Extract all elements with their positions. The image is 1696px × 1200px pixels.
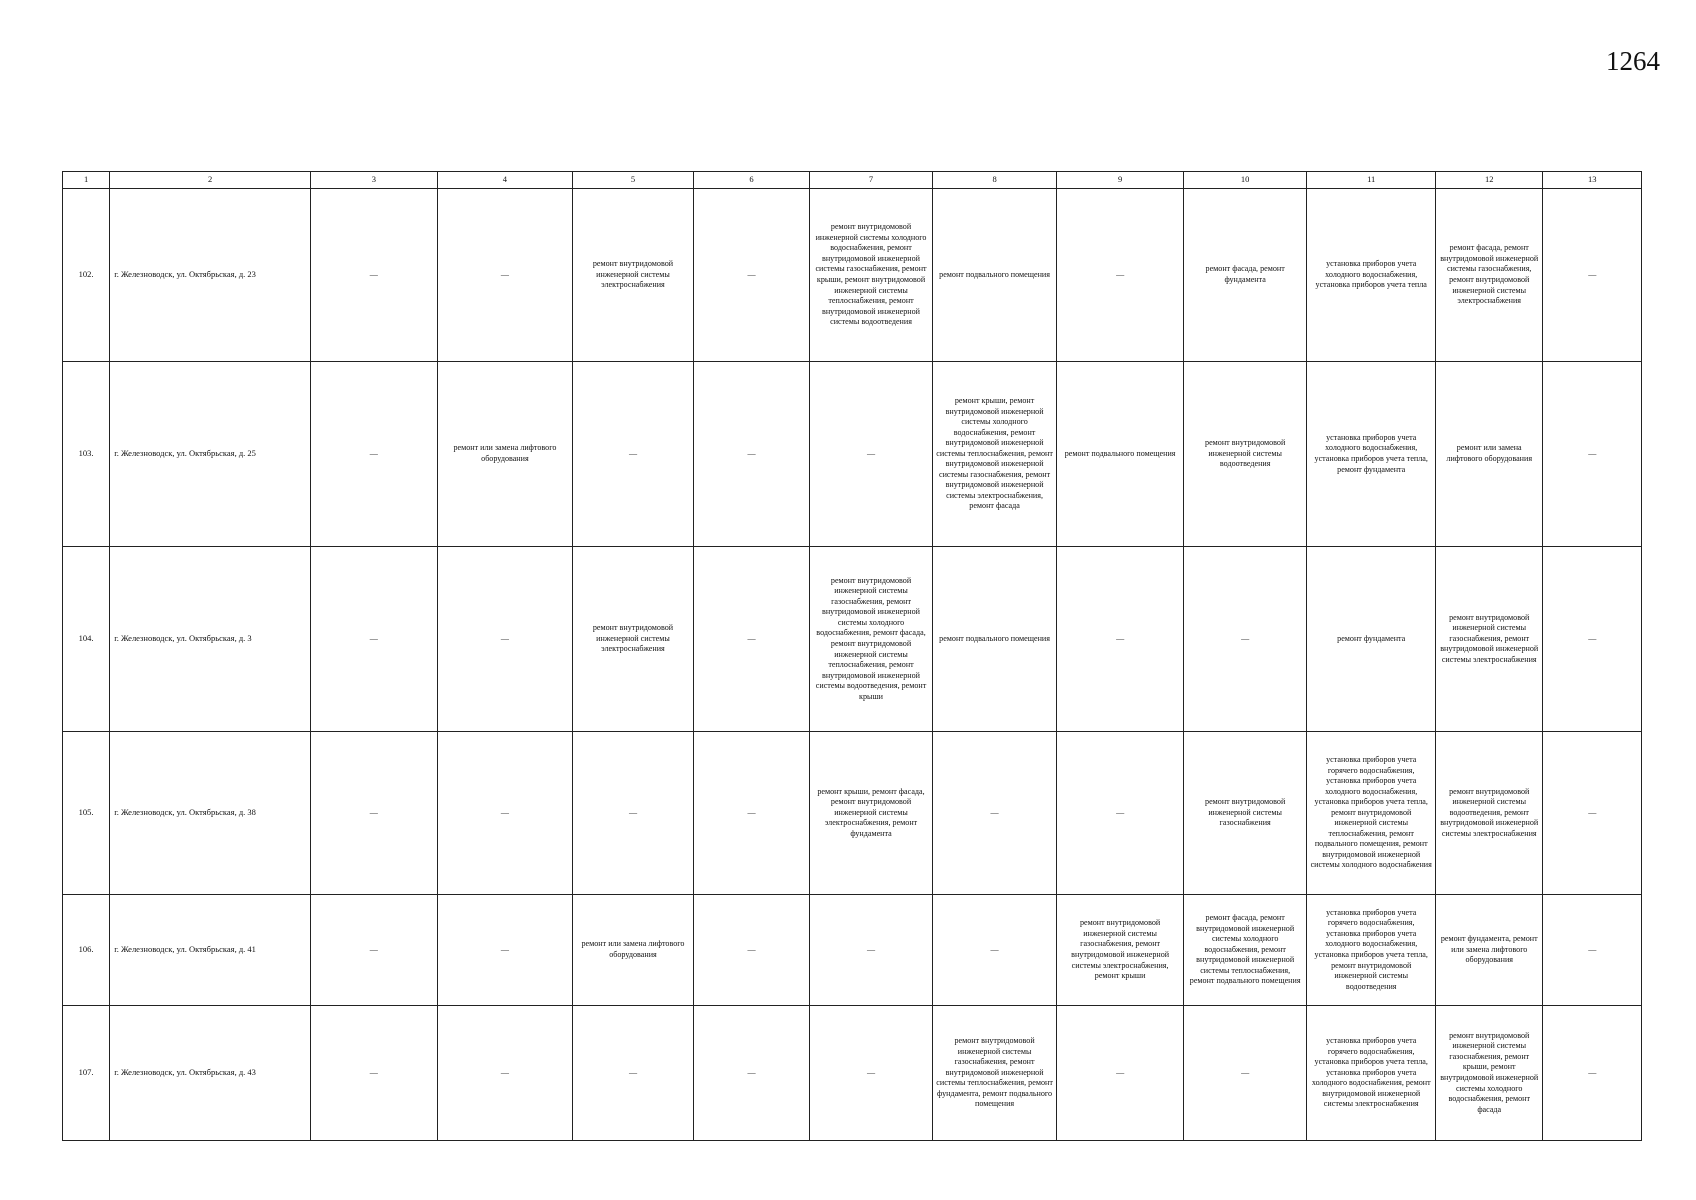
table-cell: ремонт внутридомовой инженерной системы водоотведения, ремонт внутридомовой инженерной системы электроснабжения <box>1436 732 1543 895</box>
table-cell: установка приборов учета горячего водоснабжения, установка приборов учета холодного водоснабжения, установка приборов учета тепла, ремонт внутридомовой инженерной системы теплоснабжения, ремонт подвального помещения, ремонт внутридомовой инженерной системы холодного водоснабжения <box>1307 732 1436 895</box>
table-row <box>63 895 1642 1006</box>
column-header: 2 <box>110 172 311 189</box>
table-cell: — <box>1543 895 1642 1006</box>
table-cell: — <box>810 362 933 547</box>
table-cell: — <box>437 732 573 895</box>
table-cell: ремонт или замена лифтового оборудования <box>437 362 573 547</box>
row-number: 103. <box>63 362 110 547</box>
table-cell: — <box>573 1006 694 1141</box>
table-cell: — <box>1057 1006 1184 1141</box>
table-cell: — <box>311 895 438 1006</box>
table-cell: — <box>1543 547 1642 732</box>
table-cell: — <box>311 732 438 895</box>
address-cell: г. Железноводск, ул. Октябрьская, д. 3 <box>110 547 311 732</box>
table-cell: ремонт фасада, ремонт фундамента <box>1183 189 1307 362</box>
column-header: 3 <box>311 172 438 189</box>
table-cell: — <box>437 189 573 362</box>
table-cell: — <box>693 895 810 1006</box>
column-header: 9 <box>1057 172 1184 189</box>
column-header: 5 <box>573 172 694 189</box>
table-cell: — <box>1543 732 1642 895</box>
table-cell: ремонт внутридомовой инженерной системы газоснабжения, ремонт внутридомовой инженерной системы теплоснабжения, ремонт фундамента, ремонт подвального помещения <box>932 1006 1057 1141</box>
table-row <box>63 189 1642 362</box>
table-cell: — <box>1543 362 1642 547</box>
table-cell: ремонт внутридомовой инженерной системы газоснабжения, ремонт внутридомовой инженерной системы электроснабжения, ремонт крыши <box>1057 895 1184 1006</box>
table-cell: — <box>693 547 810 732</box>
table-cell: ремонт подвального помещения <box>932 547 1057 732</box>
table-cell: ремонт крыши, ремонт фасада, ремонт внутридомовой инженерной системы электроснабжения, ремонт фундамента <box>810 732 933 895</box>
table-cell: — <box>1543 1006 1642 1141</box>
table-cell: — <box>1183 1006 1307 1141</box>
table-cell: — <box>311 189 438 362</box>
table-cell: — <box>1057 189 1184 362</box>
table-cell: — <box>311 547 438 732</box>
table-cell: — <box>437 547 573 732</box>
table-cell: — <box>810 895 933 1006</box>
table-cell: — <box>932 732 1057 895</box>
column-header: 13 <box>1543 172 1642 189</box>
table-row <box>63 732 1642 895</box>
table-cell: — <box>693 1006 810 1141</box>
table-row <box>63 1006 1642 1141</box>
row-number: 106. <box>63 895 110 1006</box>
column-header: 7 <box>810 172 933 189</box>
column-header: 8 <box>932 172 1057 189</box>
address-cell: г. Железноводск, ул. Октябрьская, д. 38 <box>110 732 311 895</box>
table-cell: установка приборов учета холодного водоснабжения, установка приборов учета тепла <box>1307 189 1436 362</box>
table-cell: установка приборов учета горячего водоснабжения, установка приборов учета тепла, установка приборов учета холодного водоснабжения, ремонт внутридомовой инженерной системы электроснабжения <box>1307 1006 1436 1141</box>
table-cell: установка приборов учета холодного водоснабжения, установка приборов учета тепла, ремонт фундамента <box>1307 362 1436 547</box>
table-cell: установка приборов учета горячего водоснабжения, установка приборов учета холодного водоснабжения, установка приборов учета тепла, ремонт внутридомовой инженерной системы водоотведения <box>1307 895 1436 1006</box>
table-cell: ремонт или замена лифтового оборудования <box>1436 362 1543 547</box>
column-header: 10 <box>1183 172 1307 189</box>
table-cell: — <box>693 362 810 547</box>
table-cell: ремонт подвального помещения <box>1057 362 1184 547</box>
table-cell: — <box>693 189 810 362</box>
table-cell: ремонт фундамента, ремонт или замена лифтового оборудования <box>1436 895 1543 1006</box>
repair-schedule-table <box>62 171 1642 1141</box>
address-cell: г. Железноводск, ул. Октябрьская, д. 41 <box>110 895 311 1006</box>
table-cell: ремонт внутридомовой инженерной системы холодного водоснабжения, ремонт внутридомовой инженерной системы газоснабжения, ремонт крыши, ремонт внутридомовой инженерной системы теплоснабжения, ремонт внутридомовой инженерной системы водоотведения <box>810 189 933 362</box>
table-cell: — <box>1543 189 1642 362</box>
table-cell: — <box>437 895 573 1006</box>
address-cell: г. Железноводск, ул. Октябрьская, д. 23 <box>110 189 311 362</box>
table-cell: ремонт внутридомовой инженерной системы электроснабжения <box>573 547 694 732</box>
table-cell: ремонт фасада, ремонт внутридомовой инженерной системы газоснабжения, ремонт внутридомовой инженерной системы электроснабжения <box>1436 189 1543 362</box>
row-number: 102. <box>63 189 110 362</box>
address-cell: г. Железноводск, ул. Октябрьская, д. 25 <box>110 362 311 547</box>
table-cell: — <box>810 1006 933 1141</box>
table-cell: — <box>573 362 694 547</box>
table-cell: ремонт внутридомовой инженерной системы газоснабжения, ремонт внутридомовой инженерной системы электроснабжения <box>1436 547 1543 732</box>
table-cell: ремонт подвального помещения <box>932 189 1057 362</box>
table-row <box>63 362 1642 547</box>
row-number: 107. <box>63 1006 110 1141</box>
table-cell: — <box>437 1006 573 1141</box>
table-cell: — <box>932 895 1057 1006</box>
table-cell: ремонт внутридомовой инженерной системы газоснабжения, ремонт внутридомовой инженерной системы холодного водоснабжения, ремонт фасада, ремонт внутридомовой инженерной системы теплоснабжения, ремонт внутридомовой инженерной системы водоотведения, ремонт крыши <box>810 547 933 732</box>
table-cell: — <box>1057 732 1184 895</box>
table-cell: ремонт внутридомовой инженерной системы водоотведения <box>1183 362 1307 547</box>
table-cell: ремонт внутридомовой инженерной системы газоснабжения <box>1183 732 1307 895</box>
page-number: 1264 <box>1606 46 1660 76</box>
column-header: 6 <box>693 172 810 189</box>
table-cell: ремонт фундамента <box>1307 547 1436 732</box>
row-number: 105. <box>63 732 110 895</box>
table-cell: ремонт крыши, ремонт внутридомовой инженерной системы холодного водоснабжения, ремонт внутридомовой инженерной системы теплоснабжения, ремонт внутридомовой инженерной системы газоснабжения, ремонт внутридомовой инженерной системы электроснабжения, ремонт фасада <box>932 362 1057 547</box>
column-header: 12 <box>1436 172 1543 189</box>
column-header: 4 <box>437 172 573 189</box>
table-cell: — <box>693 732 810 895</box>
address-cell: г. Железноводск, ул. Октябрьская, д. 43 <box>110 1006 311 1141</box>
table-cell: ремонт или замена лифтового оборудования <box>573 895 694 1006</box>
column-header: 1 <box>63 172 110 189</box>
table-cell: — <box>1183 547 1307 732</box>
table-cell: — <box>311 1006 438 1141</box>
column-header: 11 <box>1307 172 1436 189</box>
table-cell: — <box>311 362 438 547</box>
table-cell: — <box>573 732 694 895</box>
table-cell: — <box>1057 547 1184 732</box>
table-cell: ремонт внутридомовой инженерной системы электроснабжения <box>573 189 694 362</box>
table-cell: ремонт внутридомовой инженерной системы газоснабжения, ремонт крыши, ремонт внутридомовой инженерной системы холодного водоснабжения, ремонт фасада <box>1436 1006 1543 1141</box>
column-number-row <box>63 172 1642 189</box>
row-number: 104. <box>63 547 110 732</box>
table-cell: ремонт фасада, ремонт внутридомовой инженерной системы холодного водоснабжения, ремонт внутридомовой инженерной системы теплоснабжения, ремонт подвального помещения <box>1183 895 1307 1006</box>
table-row <box>63 547 1642 732</box>
